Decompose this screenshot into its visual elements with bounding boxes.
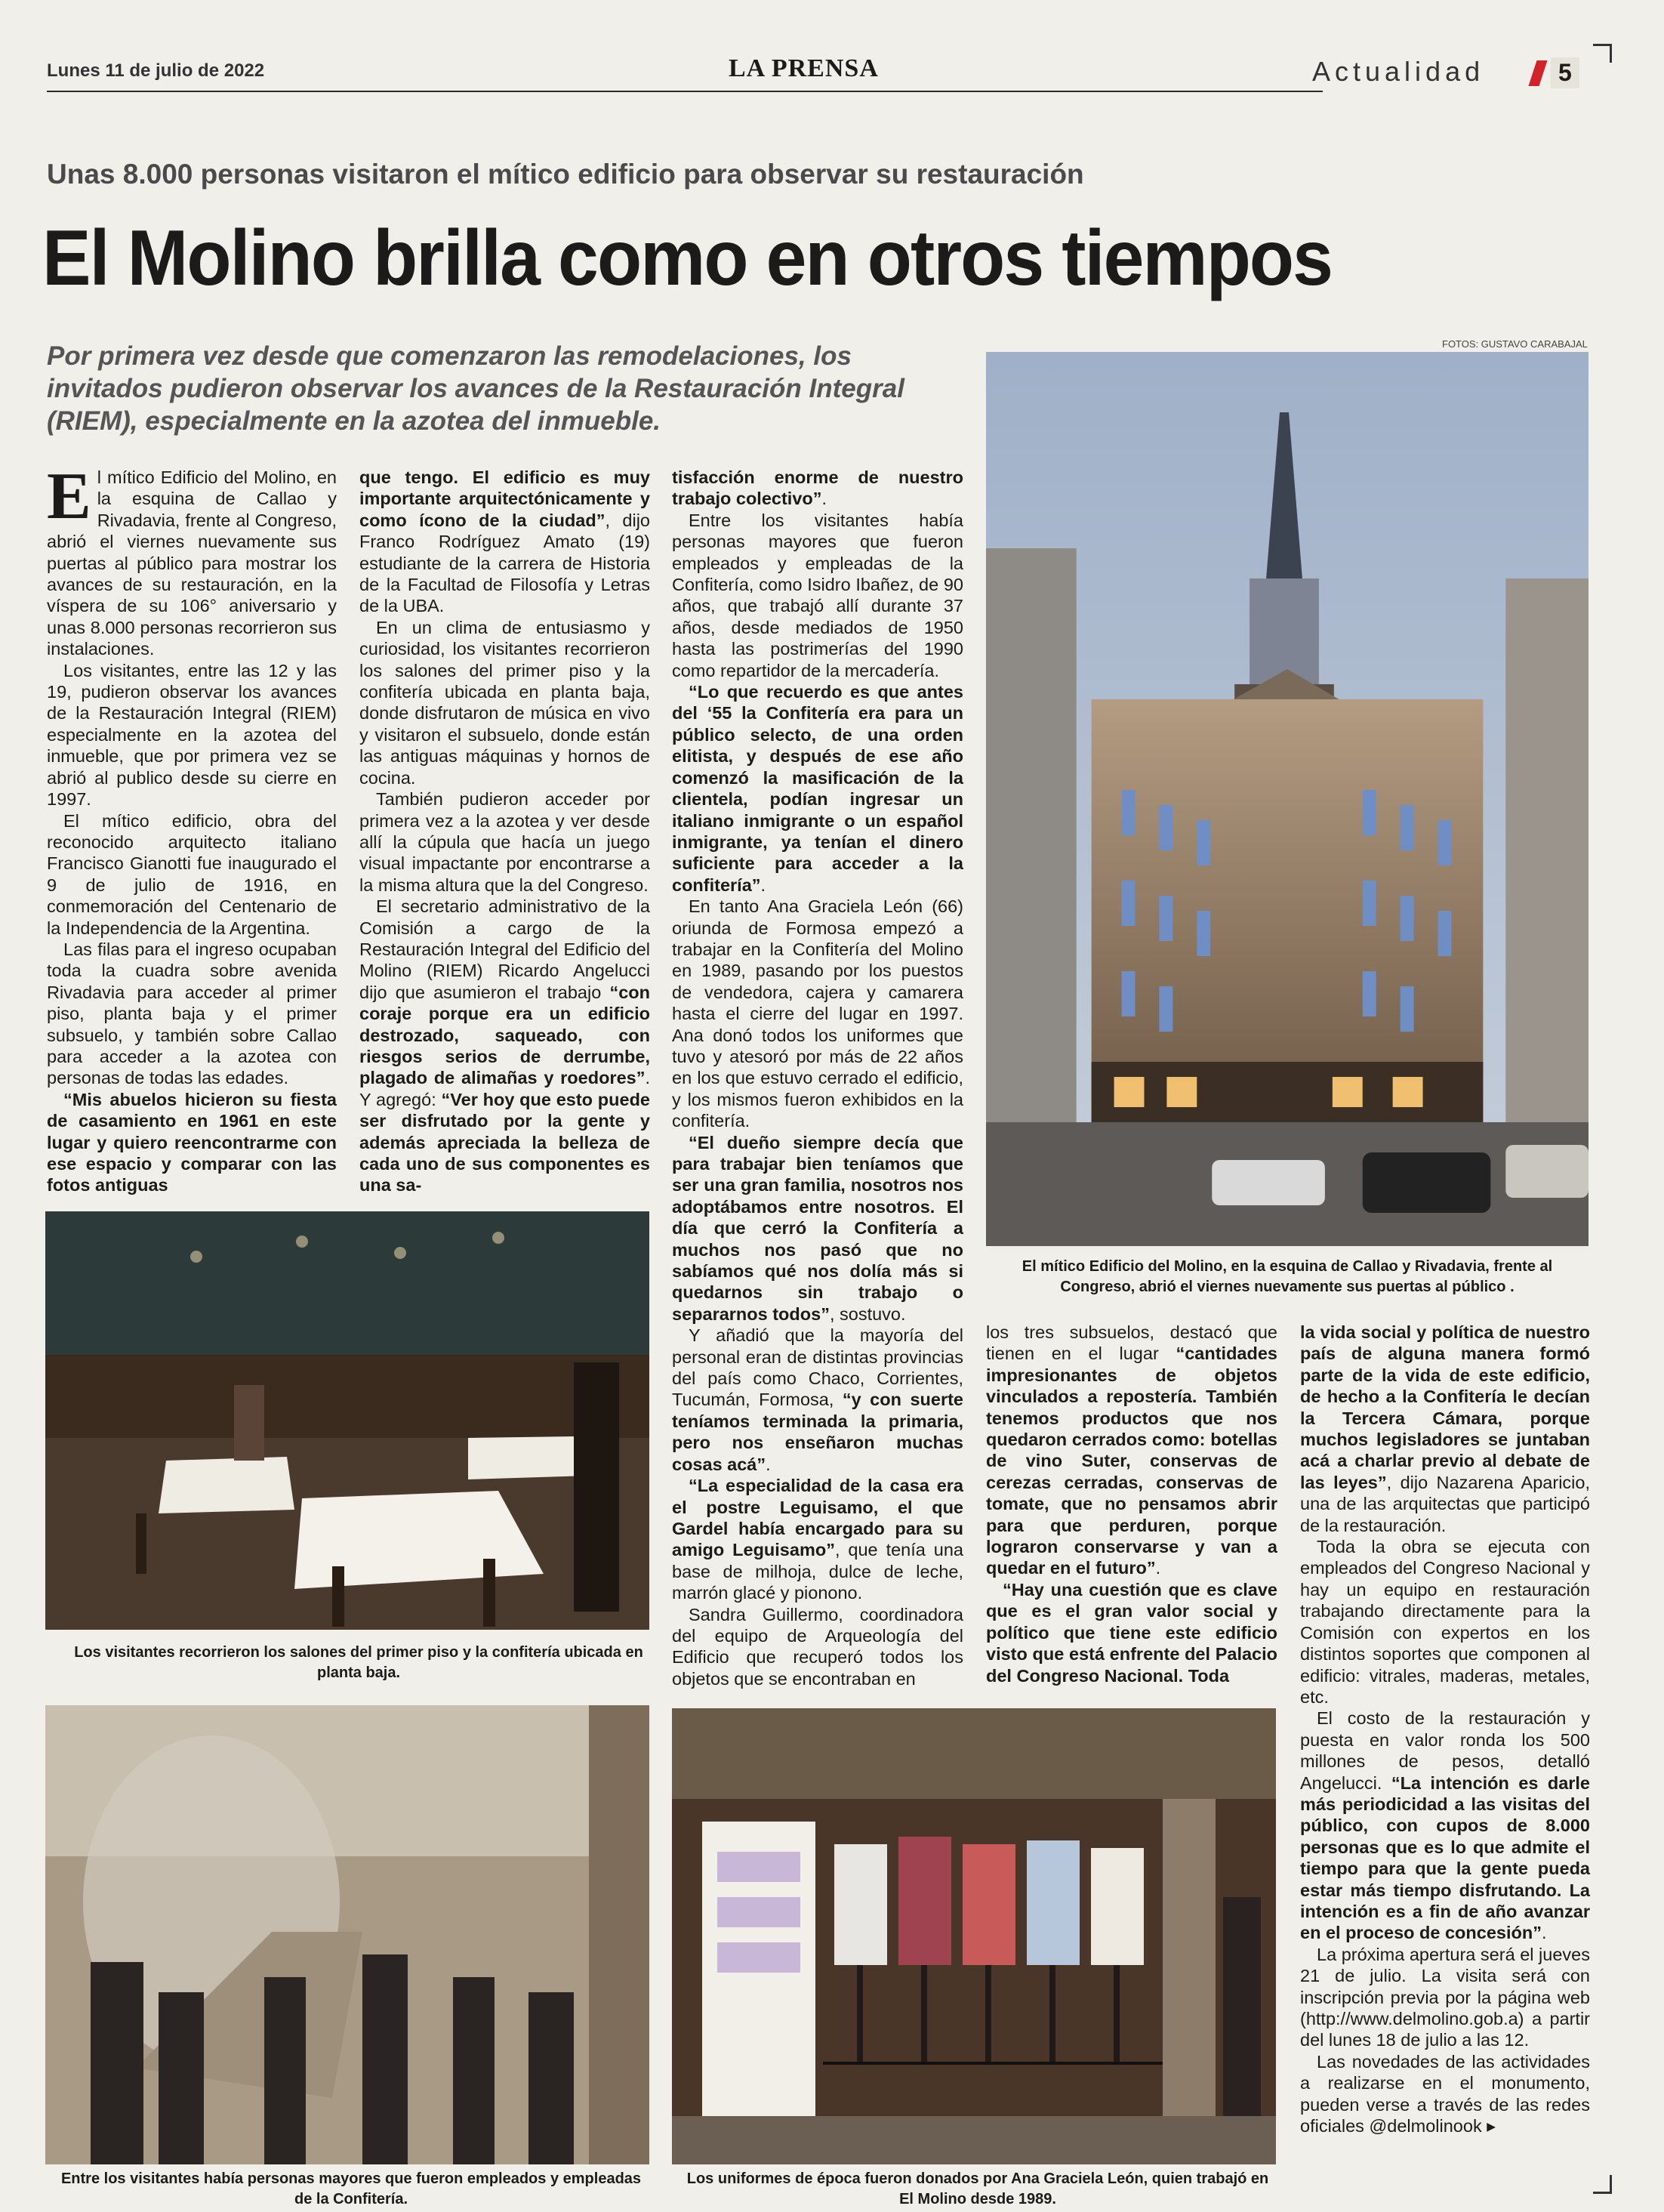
text-run: . <box>766 1454 771 1474</box>
masthead: LA PRENSA <box>729 54 879 82</box>
caption-stairs-photo: Entre los visitantes había personas mayores que fueron empleados y empleadas de la Confitería. <box>60 2170 642 2207</box>
quote: “Hay una cuestión que es clave que es el gran valor social y político que tiene este edificio visto que está enfrente del Palacio del Congreso Nacional. Toda <box>986 1579 1277 1686</box>
text-run: . <box>760 875 766 895</box>
page-number: 5 <box>1551 57 1579 88</box>
dropcap: E <box>47 460 91 533</box>
salon-photo <box>45 1211 649 1630</box>
text-run: los tres subsuelos, destacó que tienen en el lugar <box>986 1322 1277 1364</box>
paragraph: También pudieron acceder por primera vez a la azotea y ver desde allí la cúpula que hacía un juego visual impactante por encontrarse a la misma altura que la del Congreso. <box>359 789 650 895</box>
quote: “y con suerte teníamos terminada la primaria, pero nos enseñaron muchas cosas acá” <box>672 1390 963 1474</box>
paragraph: Entre los visitantes había personas mayores que fueron empleados y empleadas de la Confitería, como Isidro Ibañez, de 90 años, que trabajó allí durante 37 años, desde mediados de 1950 hasta las postrimerías del 1990 como repartidor de la mercadería. <box>672 510 963 680</box>
text-run: , que tenía una base de milhoja, dulce de leche, marrón glacé y pionono. <box>672 1540 963 1603</box>
quote: “Mis abuelos hicieron su fiesta de casamiento en 1961 en este lugar y quiero reencontrarme con ese espacio y comparar con las fotos antiguas <box>47 1089 337 1195</box>
article-column-3 <box>672 467 963 1689</box>
crop-mark <box>1593 2175 1612 2194</box>
section-slash <box>1528 60 1547 86</box>
paragraph: Sandra Guillermo, coordinadora del equipo de Arqueología del Edificio que recuperó todos los objetos que se encontraban en <box>672 1604 963 1689</box>
quote: “La intención es darle más periodicidad a las visitas del público, con cupos de 8.000 personas que es lo que admite el tiempo para que la gente pueda estar más tiempo disfrutando. La intención es a fin de año avanzar en el proceso de concesión” <box>1300 1772 1591 1943</box>
paragraph: En tanto Ana Graciela León (66) oriunda de Formosa empezó a trabajar en la Confitería del Molino en 1989, pasando por los puestos de vendedora, cajera y camarera hasta el cierre del lugar en 1997. Ana donó todos los uniformes que tuvo y atesoró por más de 22 años en los que estuvo cerrado el edificio, y los mismos fueron exhibidos en la confitería. <box>672 896 963 1131</box>
photo-credit: FOTOS: GUSTAVO CARABAJAL <box>1442 338 1588 350</box>
caption-salon-photo: Los visitantes recorrieron los salones del primer piso y la confitería ubicada en planta baja. <box>74 1644 643 1681</box>
main-photo-molino-building <box>986 352 1589 1246</box>
text-run: El secretario administrativo de la Comisión a cargo de la Restauración Integral del Edificio del Molino (RIEM) Ricardo Angelucci dijo que asumieron el trabajo <box>359 896 650 1002</box>
quote: “Lo que recuerdo es que antes del ‘55 la Confitería era para un público selecto, de una orden elitista, y después de ese año comenzó la masificación de la clientela, podían ingresar un italiano inmigrante o un español inmigrante, ya tenían el dinero suficiente para acceder a la confitería” <box>672 682 963 895</box>
article-column-1 <box>47 460 337 1196</box>
article-column-5 <box>1300 1322 1590 2136</box>
uniforms-photo <box>672 1708 1276 2164</box>
text-run: . <box>1155 1558 1161 1578</box>
paragraph: En un clima de entusiasmo y curiosidad, los visitantes recorrieron los salones del primer piso y la confitería ubicada en planta baja, donde disfrutaron de música en vivo y visitaron el subsuelo, donde están las antiguas máquinas y hornos de cocina. <box>359 617 650 788</box>
quote: “cantidades impresionantes de objetos vinculados a repostería. También tenemos productos que nos quedaron cerrados como: botellas de vino Suter, conservas de cerezas cerradas, conservas de tomate, que no pensamos abrir para que perduren, porque lograron conservarse y van a quedar en el futuro” <box>986 1344 1277 1578</box>
text-run: . Y agregó: <box>359 1068 650 1109</box>
kicker: Unas 8.000 personas visitaron el mítico edificio para observar su restauración <box>47 159 1084 190</box>
paragraph: Toda la obra se ejecuta con empleados del Congreso Nacional y hay un equipo en restauración trabajando directamente para la Comisión con expertos en los distintos soportes que componen al edificio: vitrales, maderas, metales, etc. <box>1300 1537 1590 1707</box>
paragraph: Las novedades de las actividades a realizarse en el monumento, pueden verse a través de las redes oficiales @delmolinook <box>1300 2051 1590 2136</box>
article-column-4 <box>986 1322 1277 1686</box>
text-run: , dijo Nazarena Aparicio, una de las arquitectas que participó de la restauración. <box>1300 1472 1590 1535</box>
paragraph: La próxima apertura será el jueves 21 de julio. La visita será con inscripción previa por la página web (http://www.delmolino.gob.a) a partir del lunes 18 de julio a las 12. <box>1300 1944 1590 2050</box>
quote: “Ver hoy que esto puede ser disfrutado por la gente y además apreciada la belleza de cada uno de sus componentes es una sa- <box>359 1089 650 1195</box>
quote: que tengo. El edificio es muy importante arquitectónicamente y como ícono de la ciudad” <box>359 467 650 530</box>
text-run: Y añadió que la mayoría del personal eran de distintas provincias del país como Chaco, Corrientes, Tucumán, Formosa, <box>672 1325 963 1410</box>
text-run: . <box>821 489 827 509</box>
text-run: , dijo Franco Rodríguez Amato (19) estudiante de la carrera de Historia de la Facultad de Filosofía y Letras de la UBA. <box>359 510 651 616</box>
caption-uniforms-photo: Los uniformes de época fueron donados por Ana Graciela León, quien trabajó en El Molino desde 1989. <box>686 2170 1269 2207</box>
arrow-icon: ▸ <box>1487 2116 1496 2136</box>
deck: Por primera vez desde que comenzaron las remodelaciones, los invitados pudieron observar los avances de la Restauración Integral (RIEM), especialmente en la azotea del inmueble. <box>47 341 904 436</box>
headline: El Molino brilla como en otros tiempos <box>42 214 1333 302</box>
quote: “con coraje porque era un edificio destrozado, saqueado, con riesgos serios de derrumbe, plagado de alimañas y roedores” <box>359 982 650 1088</box>
text-run: . <box>1541 1923 1547 1943</box>
header-rule <box>47 91 1323 92</box>
stairs-photo <box>45 1705 649 2164</box>
caption-main-photo: El mítico Edificio del Molino, en la esquina de Callao y Rivadavia, frente al Congreso, abrió el viernes nuevamente sus puertas al público . <box>1022 1258 1553 1295</box>
section-name: Actualidad <box>1312 56 1485 87</box>
quote: “La especialidad de la casa era el postre Leguisamo, el que Gardel había encargado para su amigo Leguisamo” <box>672 1476 963 1560</box>
paragraph: Las filas para el ingreso ocupaban toda la cuadra sobre avenida Rivadavia para acceder al primer piso, planta baja y el primer subsuelo, y también sobre Callao para acceder a la azotea con personas de todas las edades. <box>47 939 337 1088</box>
issue-date: Lunes 11 de julio de 2022 <box>47 60 265 81</box>
paragraph: Los visitantes, entre las 12 y las 19, pudieron observar los avances de la Restauración Integral (RIEM) especialmente en la azotea del inmueble, que por primera vez se abrió al publico desde su cierre en 1997. <box>47 660 337 810</box>
quote: “El dueño siempre decía que para trabajar bien teníamos que ser una gran familia, nosotros nos adoptábamos entre nosotros. El día que cerró la Confitería a muchos nos pasó que no sabíamos qué nos dolía más si quedarnos sin trabajo o separarnos todos” <box>672 1132 963 1324</box>
crop-mark <box>1593 44 1612 63</box>
text-run: , sostuvo. <box>829 1303 906 1324</box>
article-column-2 <box>359 467 650 1196</box>
quote: tisfacción enorme de nuestro trabajo colectivo” <box>672 467 963 509</box>
quote: la vida social y política de nuestro país de alguna manera formó parte de la vida de este edificio, de hecho a la Confitería le decían la Tercera Cámara, porque muchos legisladores se juntaban acá a charlar previo al debate de las leyes” <box>1300 1322 1590 1492</box>
text-run: El costo de la restauración y puesta en valor ronda los 500 millones de pesos, detalló Angelucci. <box>1300 1708 1590 1793</box>
paragraph: l mítico Edificio del Molino, en la esquina de Callao y Rivadavia, frente al Congreso, abrió el viernes nuevamente sus puertas al público para mostrar los avances de su restauración, en la víspera de su 106° aniversario y unas 8.000 personas recorrieron sus instalaciones. <box>47 467 337 659</box>
paragraph: El mítico edificio, obra del reconocido arquitecto italiano Francisco Gianotti fue inaugurado el 9 de julio de 1916, en conmemoración del Centenario de la Independencia de la Argentina. <box>47 810 337 938</box>
